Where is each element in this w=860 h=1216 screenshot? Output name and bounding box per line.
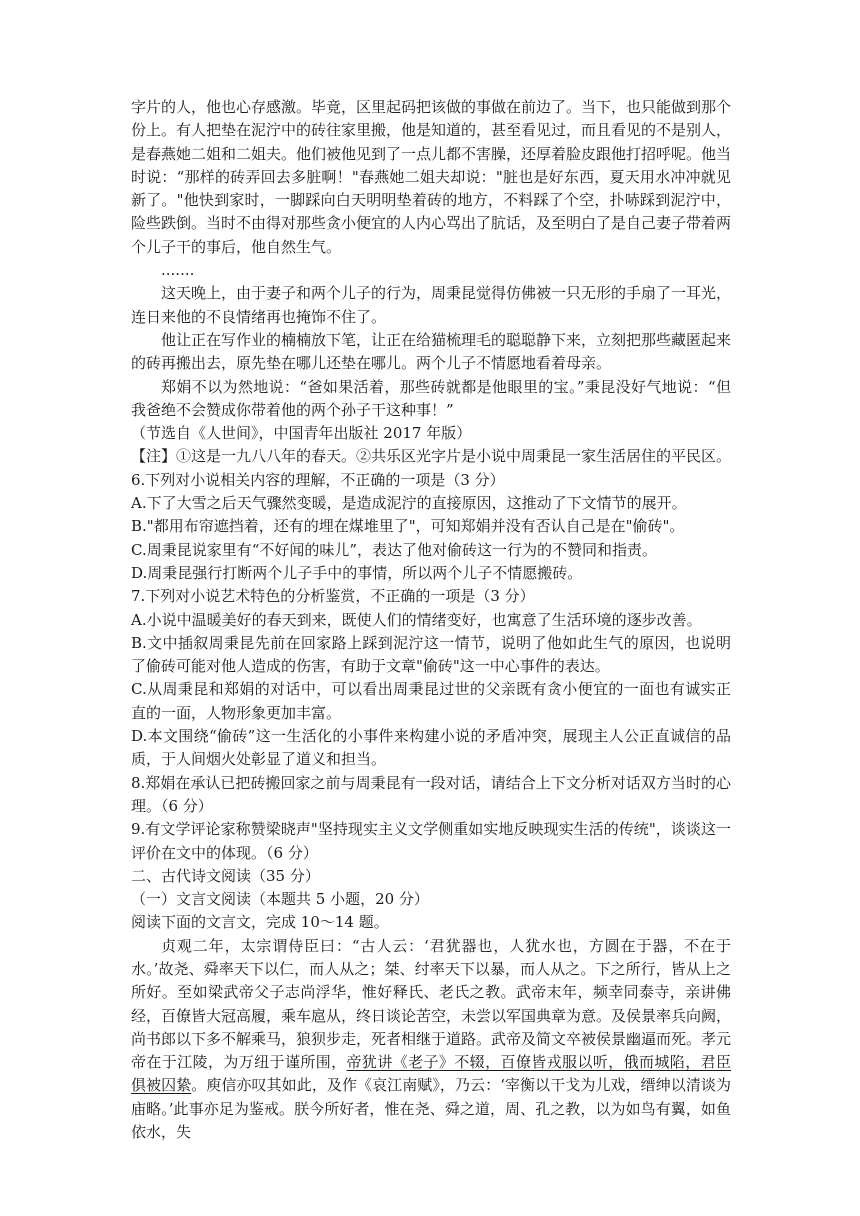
story-paragraph-3: 他让正在写作业的楠楠放下笔，让正在给猫梳理毛的聪聪静下来，立刻把那些藏匿起来的砖再搬出去，原先垫在哪儿还垫在哪儿。两个儿子不情愿地看着母亲。 bbox=[131, 330, 732, 373]
question-7-option-a: A.小说中温暖美好的春天到来，既使人们的情绪变好，也寓意了生活环境的逐步改善。 bbox=[131, 610, 702, 629]
page-content bbox=[131, 96, 731, 1144]
question-7-option-b: B.文中插叙周秉昆先前在回家路上踩到泥泞这一情节，说明了他如此生气的原因，也说明了偷砖可能对他人造成的伤害，有助于文章"偷砖"这一中心事件的表达。 bbox=[131, 633, 731, 676]
section-title: 二、古代诗文阅读（35 分） bbox=[131, 866, 320, 885]
classical-text-part-3: 。庾信亦叹其如此，及作《哀江南赋》，乃云：‘宰衡以干戈为儿戏，缙绅以清谈为庙略。’此事亦足为鉴戒。朕今所好者，惟在尧、舜之道，周、孔之教，以为如鸟有翼，如鱼依水，失 bbox=[131, 1076, 731, 1142]
question-6-option-d: D.周秉昆强行打断两个儿子手中的事情，所以两个儿子不情愿搬砖。 bbox=[131, 563, 583, 582]
story-paragraph-1: 字片的人，他也心存感激。毕竟，区里起码把该做的事做在前边了。当下，也只能做到那个份上。有人把垫在泥泞中的砖往家里搬，他是知道的，甚至看见过，而且看见的不是别人，是春燕她二姐和二姐夫。他们被他见到了一点儿都不害臊，还厚着脸皮跟他打招呼呢。他当时说：“那样的砖弄回去多脏啊！"春燕她二姐夫却说："脏也是好东西，夏天用水冲冲就见新了。"他快到家时，一脚踩向白天明明垫着砖的地方，不料踩了个空，扑哧踩到泥泞中，险些跌倒。当时不由得对那些贪小便宜的人内心骂出了肮话，及至明白了是自己妻子带着两个儿子干的事后，他自然生气。 bbox=[131, 98, 732, 256]
question-7-option-d: D.本文围绕“偷砖”这一生活化的小事件来构建小说的矛盾冲突，展现主人公正直诚信的品质，于人间烟火处彰显了道义和担当。 bbox=[131, 727, 731, 769]
question-6-option-a: A.下了大雪之后天气骤然变暖，是造成泥泞的直接原因，这推动了下文情节的展开。 bbox=[131, 494, 687, 513]
question-7-stem: 7.下列对小说艺术特色的分析鉴赏，不正确的一项是（3 分） bbox=[131, 587, 535, 606]
classical-text bbox=[131, 935, 731, 1145]
question-7-option-c: C.从周秉昆和郑娟的对话中，可以看出周秉昆过世的父亲既有贪小便宜的一面也有诚实正直的一面，人物形象更加丰富。 bbox=[131, 680, 731, 722]
section-subtitle: （一）文言文阅读（本题共 5 小题，20 分） bbox=[131, 890, 429, 909]
story-ellipsis: ....... bbox=[161, 261, 195, 280]
question-6-stem: 6.下列对小说相关内容的理解，不正确的一项是（3 分） bbox=[131, 470, 505, 489]
question-9: 9.有文学评论家称赞梁晓声"坚持现实主义文学侧重如实地反映现实生活的传统"，谈谈这一评价在文中的体现。（6 分） bbox=[131, 820, 731, 862]
story-paragraph-4: 郑娟不以为然地说：“爸如果活着，那些砖就都是他眼里的宝。”秉昆没好气地说：“但我爸绝不会赞成你带着他的两个孙子干这种事！” bbox=[131, 377, 731, 419]
question-6-option-b: B."都用布帘遮挡着，还有的埋在煤堆里了"，可知郑娟并没有否认自己是在"偷砖"。 bbox=[131, 517, 685, 536]
classical-underlined-sentence: 帝犹讲《老子》不辍，百僚皆戎服以听，俄而城陷，君臣俱被囚絷 bbox=[131, 1053, 731, 1095]
story-paragraph-2: 这天晚上，由于妻子和两个儿子的行为，周秉昆觉得仿佛被一只无形的手扇了一耳光，连日来他的不良情绪再也掩饰不住了。 bbox=[131, 284, 732, 326]
classical-text-part-1: 贞观二年，太宗谓侍臣曰：“古人云：‘君犹器也，人犹水也，方圆在于器，不在于水。’故尧、舜率天下以仁，而人从之；桀、纣率天下以暴，而人从之。下之所行，皆从上之所好。至如梁武帝父子志尚浮华，惟好释氏、老氏之教。武帝末年，频幸同泰寺，亲讲佛经，百僚皆大冠高履，乘车扈从，终日谈论苦空，未尝以军国典章为意。及侯景率兵向阙，尚书郎以下多不解乘马，狼狈步走，死者相继于道路。武帝及简文卒被侯景幽逼而死。孝元帝在于江陵，为万纽于谨所围， bbox=[131, 936, 732, 1072]
question-8: 8.郑娟在承认已把砖搬回家之前与周秉昆有一段对话，请结合上下文分析对话双方当时的心理。（6 分） bbox=[131, 773, 731, 815]
story-note: 【注】①这是一九八八年的春天。②共乐区光字片是小说中周秉昆一家生活居住的平民区。 bbox=[131, 447, 732, 466]
question-6-option-c: C.周秉昆说家里有“不好闻的味儿”，表达了他对偷砖这一行为的不赞同和指责。 bbox=[131, 540, 658, 559]
section-instruction: 阅读下面的文言文，完成 10～14 题。 bbox=[131, 913, 389, 932]
story-source: （节选自《人世间》，中国青年出版社 2017 年版） bbox=[131, 424, 472, 443]
